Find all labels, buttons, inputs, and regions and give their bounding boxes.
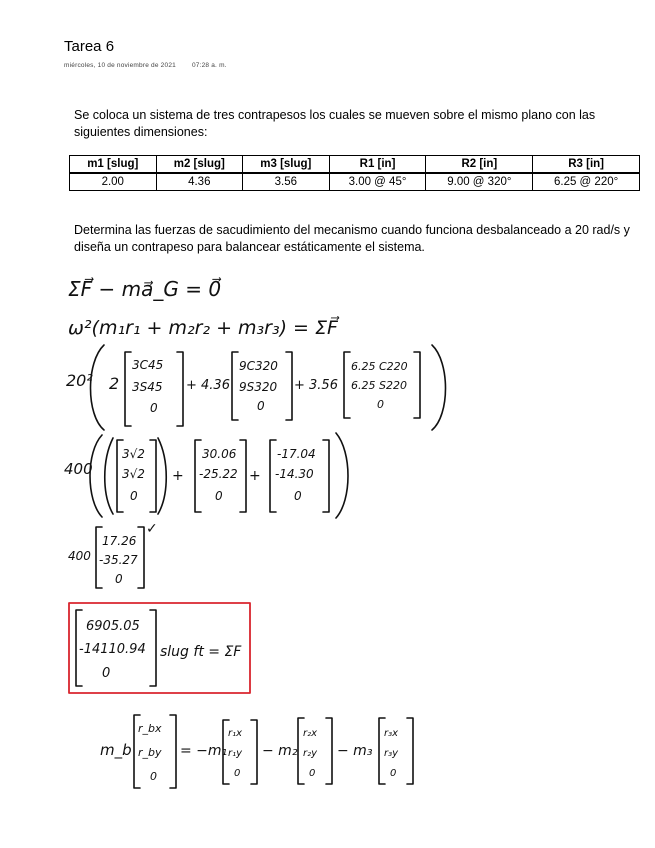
vector-entry: -25.22 bbox=[199, 467, 238, 481]
vector-entry: 0 bbox=[130, 489, 138, 503]
vector-entry: 0 bbox=[309, 768, 316, 779]
problem-intro: Se coloca un sistema de tres contrapesos los cuales se mueven sobre el mismo plano con las siguientes dimensiones: bbox=[74, 108, 596, 139]
vector-entry: r₃x bbox=[384, 728, 399, 739]
result-entry: 6905.05 bbox=[86, 619, 140, 634]
table-cell: 9.00 @ 320° bbox=[426, 173, 533, 191]
vector-entry: 9S320 bbox=[239, 380, 278, 394]
equation-sum-forces: ΣF⃗ − ma⃗_G = 0⃗ bbox=[68, 277, 222, 301]
equation-omega: ω²(m₁r₁ + m₂r₂ + m₃r₃) = ΣF⃗ bbox=[68, 317, 338, 339]
vector-entry: r₁x bbox=[228, 728, 243, 739]
vector-entry: 17.26 bbox=[102, 534, 137, 548]
mass-b: m_b bbox=[100, 741, 132, 759]
table-cell: 6.25 @ 220° bbox=[533, 173, 640, 191]
page-date: miércoles, 10 de noviembre de 2021 bbox=[64, 62, 176, 69]
table-cell: 3.00 @ 45° bbox=[329, 173, 426, 191]
table-cell: 4.36 bbox=[156, 173, 243, 191]
vector-entry: -14.30 bbox=[275, 467, 314, 481]
coef-400: 400 bbox=[68, 549, 91, 563]
vector-entry: 3C45 bbox=[132, 358, 164, 372]
vector-entry: r_bx bbox=[138, 722, 162, 735]
vector-entry: 6.25 C220 bbox=[351, 360, 408, 373]
vector-entry: r₂x bbox=[303, 728, 318, 739]
omega-squared-coef: 20² bbox=[66, 371, 93, 390]
vector-entry: 0 bbox=[377, 398, 384, 411]
result-entry: 0 bbox=[102, 666, 111, 681]
table-header: R3 [in] bbox=[533, 156, 640, 174]
table-cell: 2.00 bbox=[70, 173, 157, 191]
vector-entry: 9C320 bbox=[239, 359, 278, 373]
table-header: m2 [slug] bbox=[156, 156, 243, 174]
page-time: 07:28 a. m. bbox=[191, 62, 227, 69]
mass-1: 2 bbox=[109, 374, 120, 393]
big-paren-close bbox=[432, 345, 446, 430]
vector-entry: 0 bbox=[294, 489, 302, 503]
vector-entry: 3√2 bbox=[122, 447, 145, 461]
vector-entry: r₂y bbox=[303, 748, 318, 759]
vector-entry: r₃y bbox=[384, 748, 399, 759]
mass-3: + 3.56 bbox=[294, 378, 338, 393]
plus-sign: + bbox=[249, 468, 261, 484]
result-unit: slug ft = ΣF bbox=[160, 644, 242, 660]
vector-entry: 30.06 bbox=[202, 447, 237, 461]
table-header: R2 [in] bbox=[426, 156, 533, 174]
vector-entry: 3√2 bbox=[122, 467, 145, 481]
vector-entry: 0 bbox=[257, 399, 265, 413]
vector-entry: 0 bbox=[215, 489, 223, 503]
plus-sign: + bbox=[172, 468, 184, 484]
table-header: m3 [slug] bbox=[243, 156, 330, 174]
table-header: m1 [slug] bbox=[70, 156, 157, 174]
vector-entry: 0 bbox=[115, 572, 123, 586]
vector-entry: 0 bbox=[234, 768, 241, 779]
result-entry: -14110.94 bbox=[79, 642, 146, 657]
problem-task: Determina las fuerzas de sacudimiento del mecanismo cuando funciona desbalanceado a 20 rad/s y diseña un contrapeso para balancear estáticamente el sistema. bbox=[74, 223, 630, 254]
vector-entry: -35.27 bbox=[99, 553, 138, 567]
page-title: Tarea 6 bbox=[64, 38, 115, 55]
vector-entry: 0 bbox=[150, 770, 157, 783]
rhs-term-2: − m₂ bbox=[262, 743, 298, 759]
vector-entry: 0 bbox=[150, 401, 158, 415]
table-header: R1 [in] bbox=[329, 156, 426, 174]
vector-entry: -17.04 bbox=[277, 447, 316, 461]
big-paren-close bbox=[336, 433, 348, 518]
vector-entry: 3S45 bbox=[132, 380, 163, 394]
rhs-term-3: − m₃ bbox=[337, 743, 373, 759]
vector-entry: r_by bbox=[138, 746, 162, 759]
vector-entry: 6.25 S220 bbox=[351, 379, 407, 392]
coef-400: 400 bbox=[64, 460, 93, 478]
vector-entry: 0 bbox=[390, 768, 397, 779]
vector-entry: r₁y bbox=[228, 748, 243, 759]
mass-2: + 4.36 bbox=[186, 378, 230, 393]
table-cell: 3.56 bbox=[243, 173, 330, 191]
check-mark: ✓ bbox=[146, 521, 158, 537]
rhs-term-1: = −m₁ bbox=[180, 743, 228, 759]
